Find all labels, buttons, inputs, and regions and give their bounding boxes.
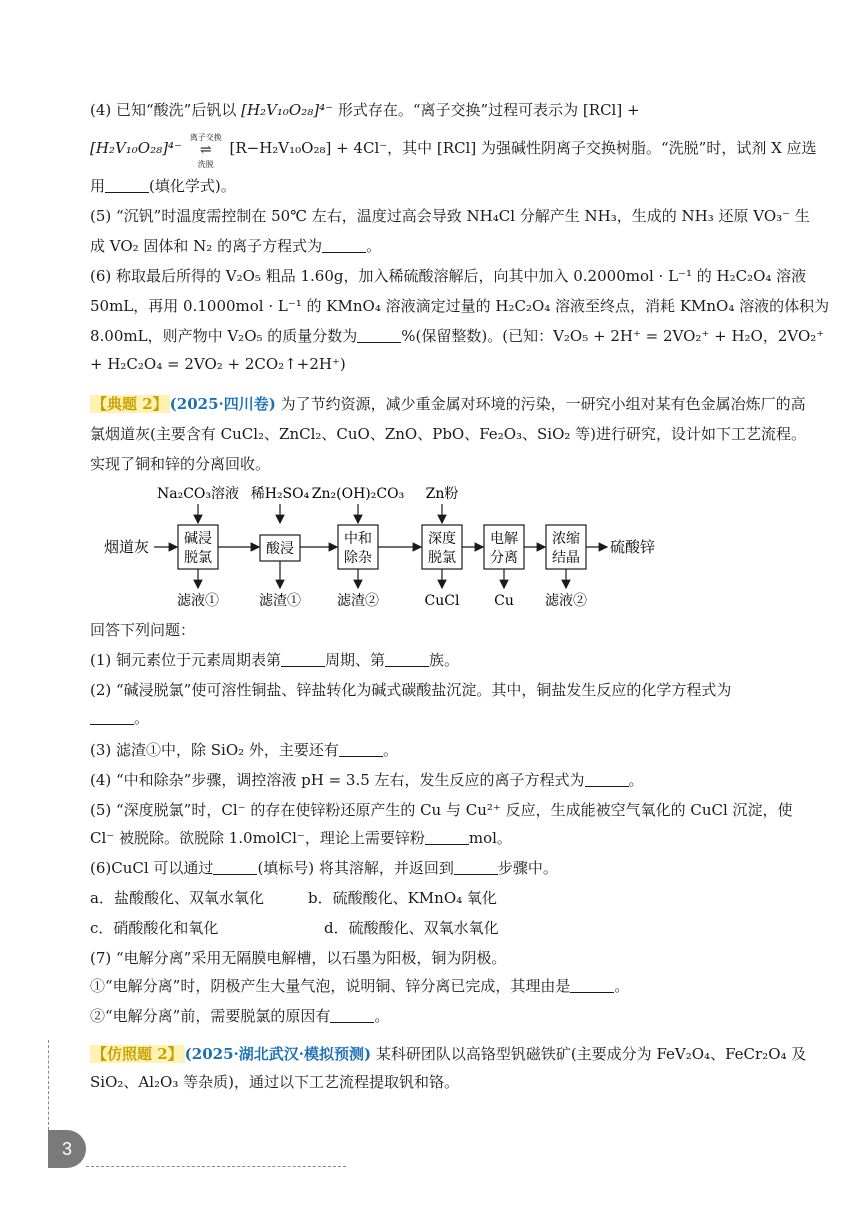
answer-blank[interactable] (357, 328, 401, 343)
step-label: 脱氯 (428, 550, 456, 566)
step-label: 碱浸 (184, 531, 212, 547)
option-b[interactable]: b．硫酸酸化、KMnO₄ 氧化 (308, 889, 497, 907)
q5-line1: (5) “沉钒”时温度需控制在 50℃ 左右，温度过高会导致 NH₄Cl 分解产生 NH₃，生成的 NH₃ 还原 VO₃⁻ 生 (90, 207, 810, 225)
q5-line2: 成 VO₂ 固体和 N₂ 的离子方程式为 。 (90, 237, 382, 255)
answer-blank[interactable] (339, 742, 383, 757)
sub-question-7-line1: (7) “电解分离”采用无隔膜电解槽，以石墨为阳极，铜为阴极。 (90, 949, 507, 967)
step-label: 中和 (344, 531, 372, 547)
output-label: CuCl (424, 593, 460, 609)
output-label: Cu (494, 593, 514, 609)
reagent-label: Zn₂(OH)₂CO₃ (311, 486, 405, 502)
answer-blank[interactable] (585, 772, 629, 787)
step-label: 电解 (490, 531, 518, 547)
q4-line2: [H₂V₁₀O₂₈]⁴⁻ 离子交换 ⇌ 洗脱 [R−H₂V₁₀O₂₈] + 4Cl⁻，其中 [RCl] 为强碱性阴离子交换树脂。“洗脱”时，试剂 X 应选 (90, 133, 817, 169)
similar-question-2-line1: 【仿照题 2】 (2025·湖北武汉·模拟预测) 某科研团队以高铬型钒磁铁矿(主要成分为 FeV₂O₄、FeCr₂O₄ 及 (92, 1045, 807, 1063)
output-label: 滤液② (545, 593, 587, 609)
answer-blank[interactable] (213, 860, 257, 875)
process-flow-diagram (90, 480, 710, 615)
sub-question-2-line1: (2) “碱浸脱氯”使可溶性铜盐、锌盐转化为碱式碳酸盐沉淀。其中，铜盐发生反应的化学方程式为 (90, 681, 732, 699)
step-label: 除杂 (344, 550, 372, 566)
sub-question-3: (3) 滤渣①中，除 SiO₂ 外，主要还有 。 (90, 741, 398, 759)
answer-blank[interactable] (322, 238, 366, 253)
q6-line4: + H₂C₂O₄ = 2VO₂ + 2CO₂↑+2H⁺) (90, 355, 346, 373)
step-label: 脱氯 (184, 550, 212, 566)
option-a[interactable]: a．盐酸酸化、双氧水氧化 (90, 889, 264, 907)
page-margin-dashed-line (48, 1040, 49, 1130)
example-2-line2: 氯烟道灰(主要含有 CuCl₂、ZnCl₂、CuO、ZnO、PbO、Fe₂O₃、SiO₂ 等)进行研究，设计如下工艺流程。 (90, 425, 807, 443)
sub-question-6: (6)CuCl 可以通过 (填标号) 将其溶解，并返回到 步骤中。 (90, 859, 558, 877)
q4-line1: (4) 已知“酸洗”后钒以 [H₂V₁₀O₂₈]⁴⁻ 形式存在。“离子交换”过程可表示为 [RCl] + (90, 101, 640, 119)
output-label: 滤液① (177, 593, 219, 609)
answer-blank[interactable] (425, 830, 469, 845)
sub-question-7-line2: ①“电解分离”时，阴极产生大量气泡，说明铜、锌分离已完成，其理由是 。 (90, 977, 630, 995)
flow-end-label: 硫酸锌 (610, 538, 656, 556)
q6-line3: 8.00mL，则产物中 V₂O₅ 的质量分数为 %(保留整数)。(已知：V₂O₅ + 2H⁺ = 2VO₂⁺ + H₂O，2VO₂⁺ (90, 327, 825, 345)
page-number: 3 (48, 1130, 86, 1168)
similar-tag: 【仿照题 2】 (92, 1045, 183, 1063)
answer-blank[interactable] (281, 652, 325, 667)
answer-blank[interactable] (90, 710, 134, 725)
exchange-arrow: 离子交换 ⇌ 洗脱 (189, 133, 222, 169)
output-label: 滤渣② (337, 593, 379, 609)
example-2-line3: 实现了铜和锌的分离回收。 (90, 455, 271, 473)
sub-question-5-line1: (5) “深度脱氯”时，Cl⁻ 的存在使锌粉还原产生的 Cu 与 Cu²⁺ 反应，生成能被空气氧化的 CuCl 沉淀，使 (90, 801, 793, 819)
answer-blank[interactable] (330, 1008, 374, 1023)
answer-blank[interactable] (385, 652, 429, 667)
step-label: 酸浸 (266, 541, 294, 557)
example-source: (2025·四川卷) (169, 395, 276, 413)
answer-intro: 回答下列问题： (90, 621, 196, 639)
answer-blank[interactable] (454, 860, 498, 875)
options-row-2 (90, 918, 802, 938)
example-tag: 【典题 2】 (92, 395, 168, 413)
reagent-label: Na₂CO₃溶液 (156, 486, 240, 502)
reagent-label: 稀H₂SO₄ (250, 486, 310, 502)
option-d[interactable]: d．硫酸酸化、双氧水氧化 (324, 919, 499, 937)
sub-question-1: (1) 铜元素位于元素周期表第 周期、第 族。 (90, 651, 460, 669)
similar-question-2-line2: SiO₂、Al₂O₃ 等杂质)，通过以下工艺流程提取钒和铬。 (90, 1073, 459, 1091)
step-label: 浓缩 (552, 531, 580, 547)
sub-question-7-line3: ②“电解分离”前，需要脱氯的原因有 。 (90, 1007, 390, 1025)
sub-question-5-line2: Cl⁻ 被脱除。欲脱除 1.0molCl⁻，理论上需要锌粉 mol。 (90, 829, 512, 847)
answer-blank[interactable] (105, 178, 149, 193)
option-c[interactable]: c．硝酸酸化和氧化 (90, 919, 219, 937)
step-label: 分离 (490, 550, 518, 566)
page-footer-dashed-line (86, 1166, 346, 1167)
q6-line1: (6) 称取最后所得的 V₂O₅ 粗品 1.60g，加入稀硫酸溶解后，向其中加入 0.2000mol · L⁻¹ 的 H₂C₂O₄ 溶液 (90, 267, 807, 285)
reagent-label: Zn粉 (425, 486, 459, 502)
q4-line3: 用 (填化学式)。 (90, 177, 236, 195)
q6-line2: 50mL，再用 0.1000mol · L⁻¹ 的 KMnO₄ 溶液滴定过量的 H₂C₂O₄ 溶液至终点，消耗 KMnO₄ 溶液的体积为 (90, 297, 830, 315)
options-row-1 (90, 888, 802, 908)
example-2-line1: 【典题 2】 (2025·四川卷) 为了节约资源，减少重金属对环境的污染，一研究小组对某有色金属冶炼厂的高 (92, 395, 806, 413)
flow-start-label: 烟道灰 (104, 538, 150, 556)
step-label: 深度 (428, 531, 456, 547)
output-label: 滤渣① (259, 593, 301, 609)
sub-question-2-line2: 。 (90, 708, 802, 728)
similar-source: (2025·湖北武汉·模拟预测) (184, 1045, 372, 1063)
answer-blank[interactable] (570, 978, 614, 993)
sub-question-4: (4) “中和除杂”步骤，调控溶液 pH = 3.5 左右，发生反应的离子方程式为 。 (90, 771, 644, 789)
step-label: 结晶 (552, 550, 580, 566)
